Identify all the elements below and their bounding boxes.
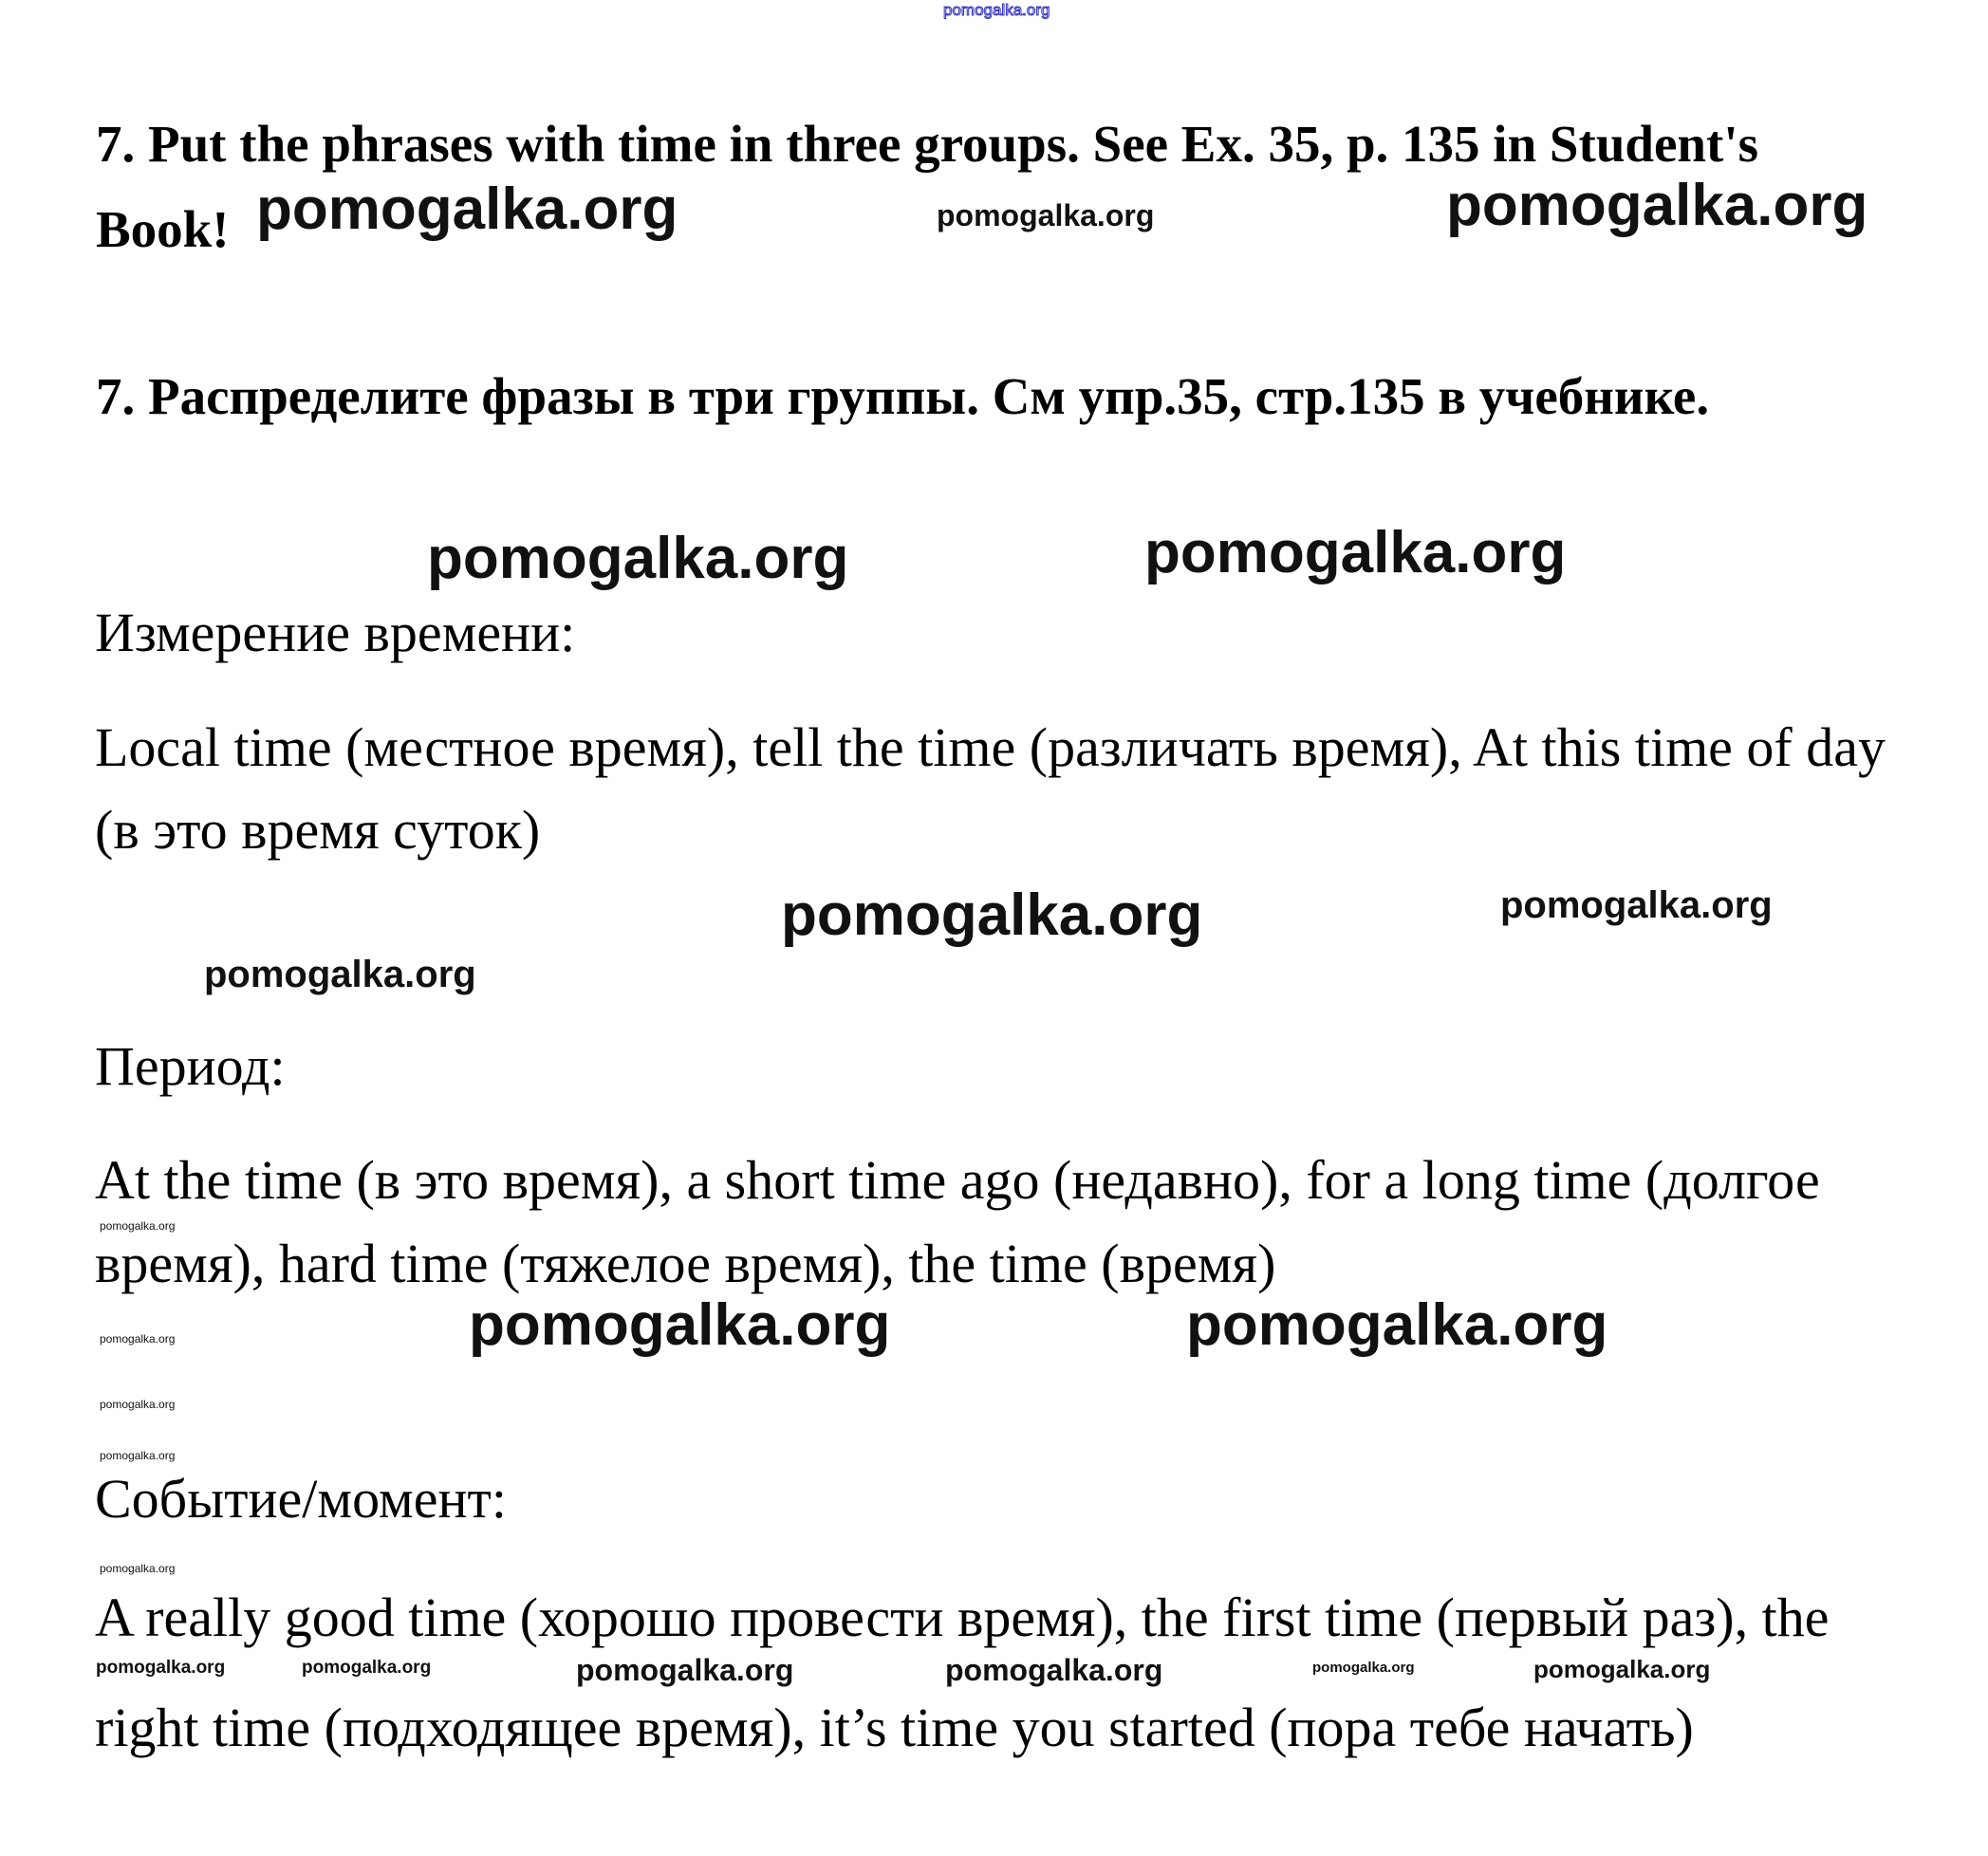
section-text-line: right time (подходящее время), it’s time you started (пора тебе начать) xyxy=(95,1697,1694,1758)
watermark: pomogalka.org xyxy=(100,1398,176,1411)
section-title-period: Период: xyxy=(95,1035,286,1097)
watermark: pomogalka.org xyxy=(781,882,1203,948)
watermark: pomogalka.org xyxy=(937,198,1155,232)
watermark: pomogalka.org xyxy=(100,1562,176,1575)
section-text-line: время), hard time (тяжелое время), the time (время) xyxy=(95,1233,1276,1294)
watermark: pomogalka.org xyxy=(256,176,678,242)
watermark: pomogalka.org xyxy=(1500,884,1773,926)
section-text-line: A really good time (хорошо провести время), the first time (первый раз), the xyxy=(95,1587,1830,1648)
watermark: pomogalka.org xyxy=(100,1219,176,1233)
heading-en-line-1: 7. Put the phrases with time in three groups. See Ex. 35, p. 135 in Student's xyxy=(96,115,1758,173)
section-text-line: Local time (местное время), tell the time (различать время), At this time of day xyxy=(95,716,1886,778)
watermark: pomogalka.org xyxy=(945,1653,1163,1687)
watermark: pomogalka.org xyxy=(1144,520,1567,585)
section-title-measure: Измерение времени: xyxy=(95,602,576,663)
watermark: pomogalka.org xyxy=(204,954,476,995)
watermark: pomogalka.org xyxy=(100,1449,176,1462)
watermark: pomogalka.org xyxy=(469,1292,891,1358)
watermark: pomogalka.org xyxy=(1186,1292,1608,1358)
watermark: pomogalka.org xyxy=(302,1658,432,1678)
heading-en-line-2: Book! xyxy=(96,200,230,258)
watermark: pomogalka.org xyxy=(576,1653,794,1687)
watermark: pomogalka.org xyxy=(1533,1655,1711,1683)
section-text-line: (в это время суток) xyxy=(95,799,541,861)
watermark: pomogalka.org xyxy=(100,1332,176,1346)
heading-ru: 7. Распределите фразы в три группы. См упр.35, стр.135 в учебнике. xyxy=(96,367,1710,425)
watermark: pomogalka.org xyxy=(1312,1660,1415,1676)
watermark: pomogalka.org xyxy=(1446,173,1868,238)
watermark: pomogalka.org xyxy=(96,1658,226,1678)
watermark: pomogalka.org xyxy=(427,526,849,591)
section-text-line: At the time (в это время), a short time ago (недавно), for a long time (долгое xyxy=(95,1149,1820,1211)
section-title-event: Событие/момент: xyxy=(95,1468,507,1530)
top-watermark: pomogalka.org xyxy=(943,1,1050,19)
